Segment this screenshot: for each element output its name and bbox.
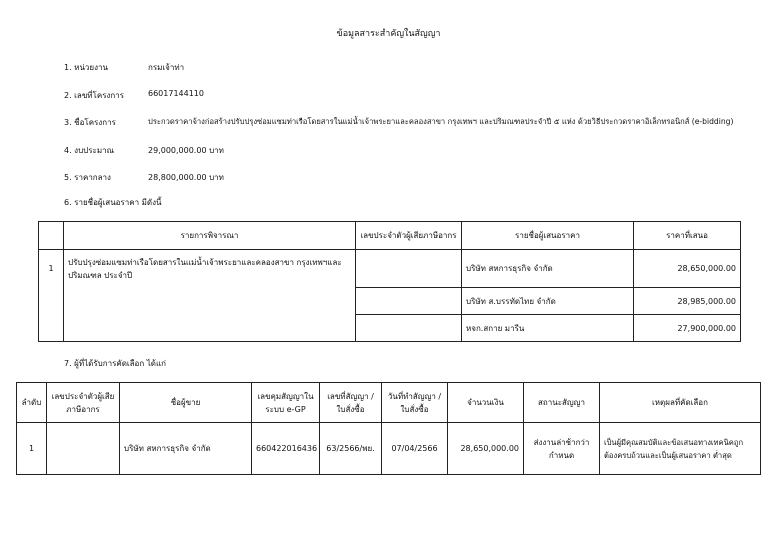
bidder-tax-id — [356, 288, 462, 315]
bidder-price: 28,985,000.00 — [634, 288, 741, 315]
section-bidders-heading: 6. รายชื่อผู้เสนอราคา มีดังนี้ — [64, 198, 162, 207]
winner-header-amount: จำนวนเงิน — [448, 383, 524, 423]
winner-no: 1 — [17, 423, 47, 475]
winner-header-tax-id: เลขประจำตัวผู้เสียภาษีอากร — [47, 383, 120, 423]
winner-status: ส่งงานล่าช้ากว่ากำหนด — [524, 423, 600, 475]
field-value-project-name: ประกวดราคาจ้างก่อสร้างปรับปรุงซ่อมแซมท่าเรือโดยสารในแม่น้ำเจ้าพระยาและคลองสาขา กรุงเทพฯ และปริมณฑลประจำปี ๕ แห่ง ด้วยวิธีประกวดราคาอิเล็กทรอนิกส์ (e-bidding) — [148, 117, 734, 126]
section-winner-heading: 7. ผู้ที่ได้รับการคัดเลือก ได้แก่ — [64, 359, 166, 368]
bidders-header-name: รายชื่อผู้เสนอราคา — [462, 222, 634, 250]
winner-header-contract-no: เลขที่สัญญา / ใบสั่งซื้อ — [320, 383, 382, 423]
winner-vendor: บริษัท สหการธุรกิจ จำกัด — [120, 423, 252, 475]
winner-header-row — [17, 383, 761, 423]
winner-header-reason: เหตุผลที่คัดเลือก — [600, 383, 761, 423]
winner-header-status: สถานะสัญญา — [524, 383, 600, 423]
winner-header-vendor: ชื่อผู้ขาย — [120, 383, 252, 423]
table-row — [17, 423, 761, 475]
winner-egp-no: 660422016436 — [252, 423, 320, 475]
document-title: ข้อมูลสาระสำคัญในสัญญา — [336, 29, 441, 39]
field-label-project-name: 3. ชื่อโครงการ — [64, 118, 116, 127]
bidders-item-desc: ปรับปรุงซ่อมแซมท่าเรือโดยสารในแม่น้ำเจ้าพระยาและคลองสาขา กรุงเทพฯและปริมณฑล ประจำปี — [64, 250, 356, 342]
bidders-table — [38, 221, 741, 342]
bidders-header-blank — [39, 222, 64, 250]
bidders-item-no: 1 — [39, 250, 64, 342]
field-value-project-no: 66017144110 — [148, 89, 204, 98]
winner-header-no: ลำดับ — [17, 383, 47, 423]
bidder-tax-id — [356, 315, 462, 342]
winner-header-date: วันที่ทำสัญญา / ใบสั่งซื้อ — [382, 383, 448, 423]
bidder-name: หจก.สกาย มารีน — [462, 315, 634, 342]
bidders-header-tax-id: เลขประจำตัวผู้เสียภาษีอากร — [356, 222, 462, 250]
bidders-header-row — [39, 222, 741, 250]
bidder-price: 27,900,000.00 — [634, 315, 741, 342]
bidder-name: บริษัท ส.บรรทัดไทย จำกัด — [462, 288, 634, 315]
field-label-agency: 1. หน่วยงาน — [64, 63, 108, 72]
field-value-agency: กรมเจ้าท่า — [148, 63, 185, 72]
field-value-median-price: 28,800,000.00 บาท — [148, 173, 224, 182]
field-label-project-no: 2. เลขที่โครงการ — [64, 91, 125, 100]
bidder-price: 28,650,000.00 — [634, 250, 741, 288]
field-label-median-price: 5. ราคากลาง — [64, 173, 111, 182]
bidder-name: บริษัท สหการธุรกิจ จำกัด — [462, 250, 634, 288]
table-row — [39, 250, 741, 288]
bidder-tax-id — [356, 250, 462, 288]
bidders-header-item: รายการพิจารณา — [64, 222, 356, 250]
bidders-header-price: ราคาที่เสนอ — [634, 222, 741, 250]
field-value-budget: 29,000,000.00 บาท — [148, 146, 224, 155]
winner-contract-no: 63/2566/พย. — [320, 423, 382, 475]
winner-reason: เป็นผู้มีคุณสมบัติและข้อเสนอทางเทคนิคถูกต้องครบถ้วนและเป็นผู้เสนอราคา ต่ำสุด — [600, 423, 761, 475]
winner-header-egp-no: เลขคุมสัญญาในระบบ e-GP — [252, 383, 320, 423]
winner-tax-id — [47, 423, 120, 475]
winner-amount: 28,650,000.00 — [448, 423, 524, 475]
winner-table — [16, 382, 761, 475]
field-label-budget: 4. งบประมาณ — [64, 146, 115, 155]
winner-date: 07/04/2566 — [382, 423, 448, 475]
